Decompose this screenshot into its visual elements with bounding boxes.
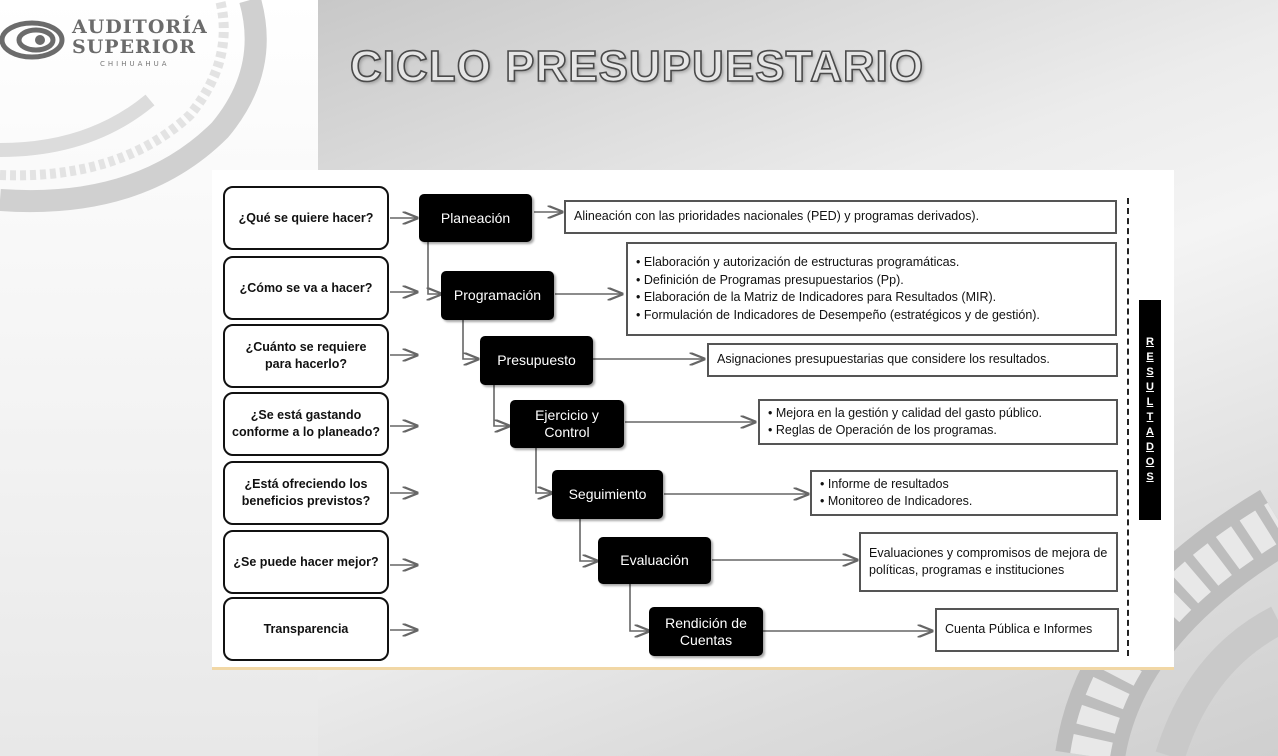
desc-planeacion [564,200,1117,234]
stage-rendicion-de-cuentas: Rendición de Cuentas [649,607,763,656]
question-transparencia: Transparencia [223,597,389,661]
question-se-esta-gastando: ¿Se está gastando conforme a lo planeado? [223,392,389,456]
question-como-se-va-a-hacer: ¿Cómo se va a hacer? [223,256,389,320]
desc-seguimiento-item: • Informe de resultados [820,476,1108,494]
resultados-vertical-label [1139,300,1161,520]
desc-evaluacion [859,532,1118,592]
resultados-dashed-line [1127,198,1129,656]
question-beneficios-previstos: ¿Está ofreciendo los beneficios previstos? [223,461,389,525]
desc-programacion-item: • Definición de Programas presupuestarios (Pp). [636,272,1107,290]
desc-rendicion-de-cuentas [935,608,1119,652]
resultados-letter: L [1146,396,1154,408]
stage-planeacion: Planeación [419,194,532,242]
question-cuanto-se-requiere: ¿Cuánto se requiere para hacerlo? [223,324,389,388]
auditoria-logo [0,10,208,70]
resultados-letter: S [1146,471,1154,483]
budget-cycle-diagram [212,170,1174,670]
logo-text-line2: SUPERIOR [72,36,197,58]
page-title: CICLO PRESUPUESTARIO [350,42,925,91]
stage-seguimiento: Seguimiento [552,470,663,519]
desc-planeacion-text: Alineación con las prioridades nacionales (PED) y programas derivados). [574,209,980,224]
question-se-puede-hacer-mejor: ¿Se puede hacer mejor? [223,530,389,594]
resultados-letter: D [1146,441,1154,453]
stage-presupuesto: Presupuesto [480,336,593,385]
resultados-letter: O [1145,456,1155,468]
desc-ejercicio-y-control [758,399,1118,445]
desc-evaluacion-text: Evaluaciones y compromisos de mejora de políticas, programas e instituciones [869,545,1108,577]
logo-text-line3: CHIHUAHUA [100,60,170,68]
question-que-se-quiere-hacer: ¿Qué se quiere hacer? [223,186,389,250]
resultados-letter: T [1146,411,1154,423]
desc-rendicion-text: Cuenta Pública e Informes [945,622,1093,637]
desc-seguimiento [810,470,1118,516]
resultados-letter: R [1146,336,1154,348]
resultados-letter: E [1146,351,1154,363]
desc-ejercicio-item: • Reglas de Operación de los programas. [768,422,1108,440]
desc-programacion-item: • Elaboración y autorización de estructuras programáticas. [636,254,1107,272]
stage-programacion: Programación [441,271,554,320]
desc-presupuesto-text: Asignaciones presupuestarias que considere los resultados. [717,352,1050,367]
desc-presupuesto [707,343,1118,377]
desc-ejercicio-item: • Mejora en la gestión y calidad del gasto público. [768,405,1108,423]
desc-programacion [626,242,1117,336]
desc-seguimiento-item: • Monitoreo de Indicadores. [820,493,1108,511]
stage-evaluacion: Evaluación [598,537,711,584]
logo-text-line1: AUDITORÍA [72,16,208,38]
desc-programacion-item: • Elaboración de la Matriz de Indicadores para Resultados (MIR). [636,289,1107,307]
stage-ejercicio-y-control: Ejercicio y Control [510,400,624,448]
logo-swirl-icon [0,10,70,70]
desc-programacion-item: • Formulación de Indicadores de Desempeño (estratégicos y de gestión). [636,307,1107,325]
resultados-letter: U [1146,381,1154,393]
resultados-letter: A [1146,426,1154,438]
resultados-letter: S [1146,366,1154,378]
